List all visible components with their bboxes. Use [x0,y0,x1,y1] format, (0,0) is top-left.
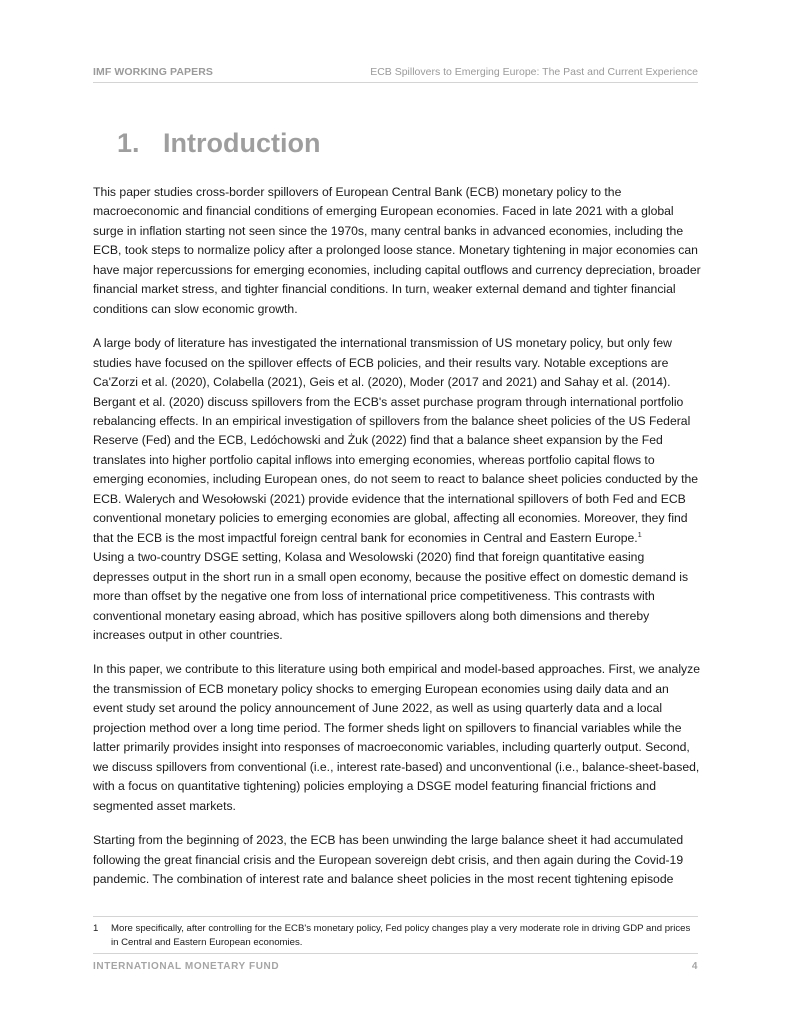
header-divider [93,82,698,83]
header-title: ECB Spillovers to Emerging Europe: The Past and Current Experience [370,66,698,78]
paragraph-3: In this paper, we contribute to this literature using both empirical and model-based approaches. First, we analyze the transmission of ECB monetary policy shocks to emerging European economies using daily data and an event study set around the policy announcement of June 2022, as well as using quarterly data and a local projection method over a long time period. The former sheds light on spillovers to financial variables while the latter primarily provides insight into responses of macroeconomic variables, including quarterly output. Second, we discuss spillovers from conventional (i.e., interest rate-based) and unconventional (i.e., balance-sheet-based, with a focus on quantitative tightening) policies employing a DSGE model featuring financial frictions and segmented asset markets. [93,662,700,813]
footer-divider [93,953,698,954]
running-header [93,66,698,80]
running-footer [93,961,698,975]
footnote-divider [93,916,698,917]
footnote-text: More specifically, after controlling for the ECB's monetary policy, Fed policy changes play a very moderate role in driving GDP and prices in Central and Eastern European economies. [111,923,691,948]
footnote-reference[interactable]: 1 [637,529,642,539]
section-heading [117,128,320,159]
header-series: IMF WORKING PAPERS [93,66,214,78]
section-title: Introduction [163,128,321,158]
footnote [93,922,698,950]
paragraph-4: Starting from the beginning of 2023, the ECB has been unwinding the large balance sheet it had accumulated following the great financial crisis and the European sovereign debt crisis, and then again during the Covid-19 pandemic. The combination of interest rate and balance sheet policies in the most recent tightening episode [93,833,684,886]
footnote-marker: 1 [93,923,99,934]
page-number: 4 [691,961,698,972]
footer-organization: INTERNATIONAL MONETARY FUND [93,961,280,972]
paragraph-2-continuation: Using a two-country DSGE setting, Kolasa and Wesolowski (2020) find that foreign quantitative easing depresses output in the short run in a small open economy, because the positive effect on domestic demand is more than offset by the negative one from loss of international price competitiveness. This contrasts with conventional monetary easing abroad, which has positive spillovers along both dimensions and thereby increases output in other countries. [93,550,689,642]
section-number: 1. [117,128,140,158]
paragraph-1: This paper studies cross-border spillovers of European Central Bank (ECB) monetary policy to the macroeconomic and financial conditions of emerging European economies. Faced in late 2021 with a global surge in inflation starting not seen since the 1970s, many central banks in advanced economies, including the ECB, took steps to normalize policy after a prolonged loose stance. Monetary tightening in major economies can have major repercussions for emerging economies, including capital outflows and currency depreciation, broader financial market stress, and tighter financial conditions. In turn, weaker external demand and tighter financial conditions can slow economic growth. [93,185,701,316]
body-text [93,183,701,904]
paragraph-2 [93,334,701,645]
paragraph-2-text: A large body of literature has investigated the international transmission of US monetary policy, but only few studies have focused on the spillover effects of ECB policies, and their results vary. Notable exceptions are Ca'Zorzi et al. (2020), Colabella (2021), Geis et al. (2020), Moder (2017 and 2021) and Sahay et al. (2014). Bergant et al. (2020) discuss spillovers from the ECB's asset purchase program through international portfolio rebalancing effects. In an empirical investigation of spillovers from the balance sheet policies of the US Federal Reserve (Fed) and the ECB, Ledóchowski and Żuk (2022) find that a balance sheet expansion by the Fed translates into higher portfolio capital inflows into emerging economies, whereas portfolio capital flows to emerging economies, including European ones, do not seem to react to balance sheet policies conducted by the ECB. Walerych and Wesołowski (2021) provide evidence that the international spillovers of both Fed and ECB conventional monetary policies to emerging economies are global, affecting all economies. Moreover, they find that the ECB is the most impactful foreign central bank for economies in Central and Eastern Europe. [93,336,699,545]
